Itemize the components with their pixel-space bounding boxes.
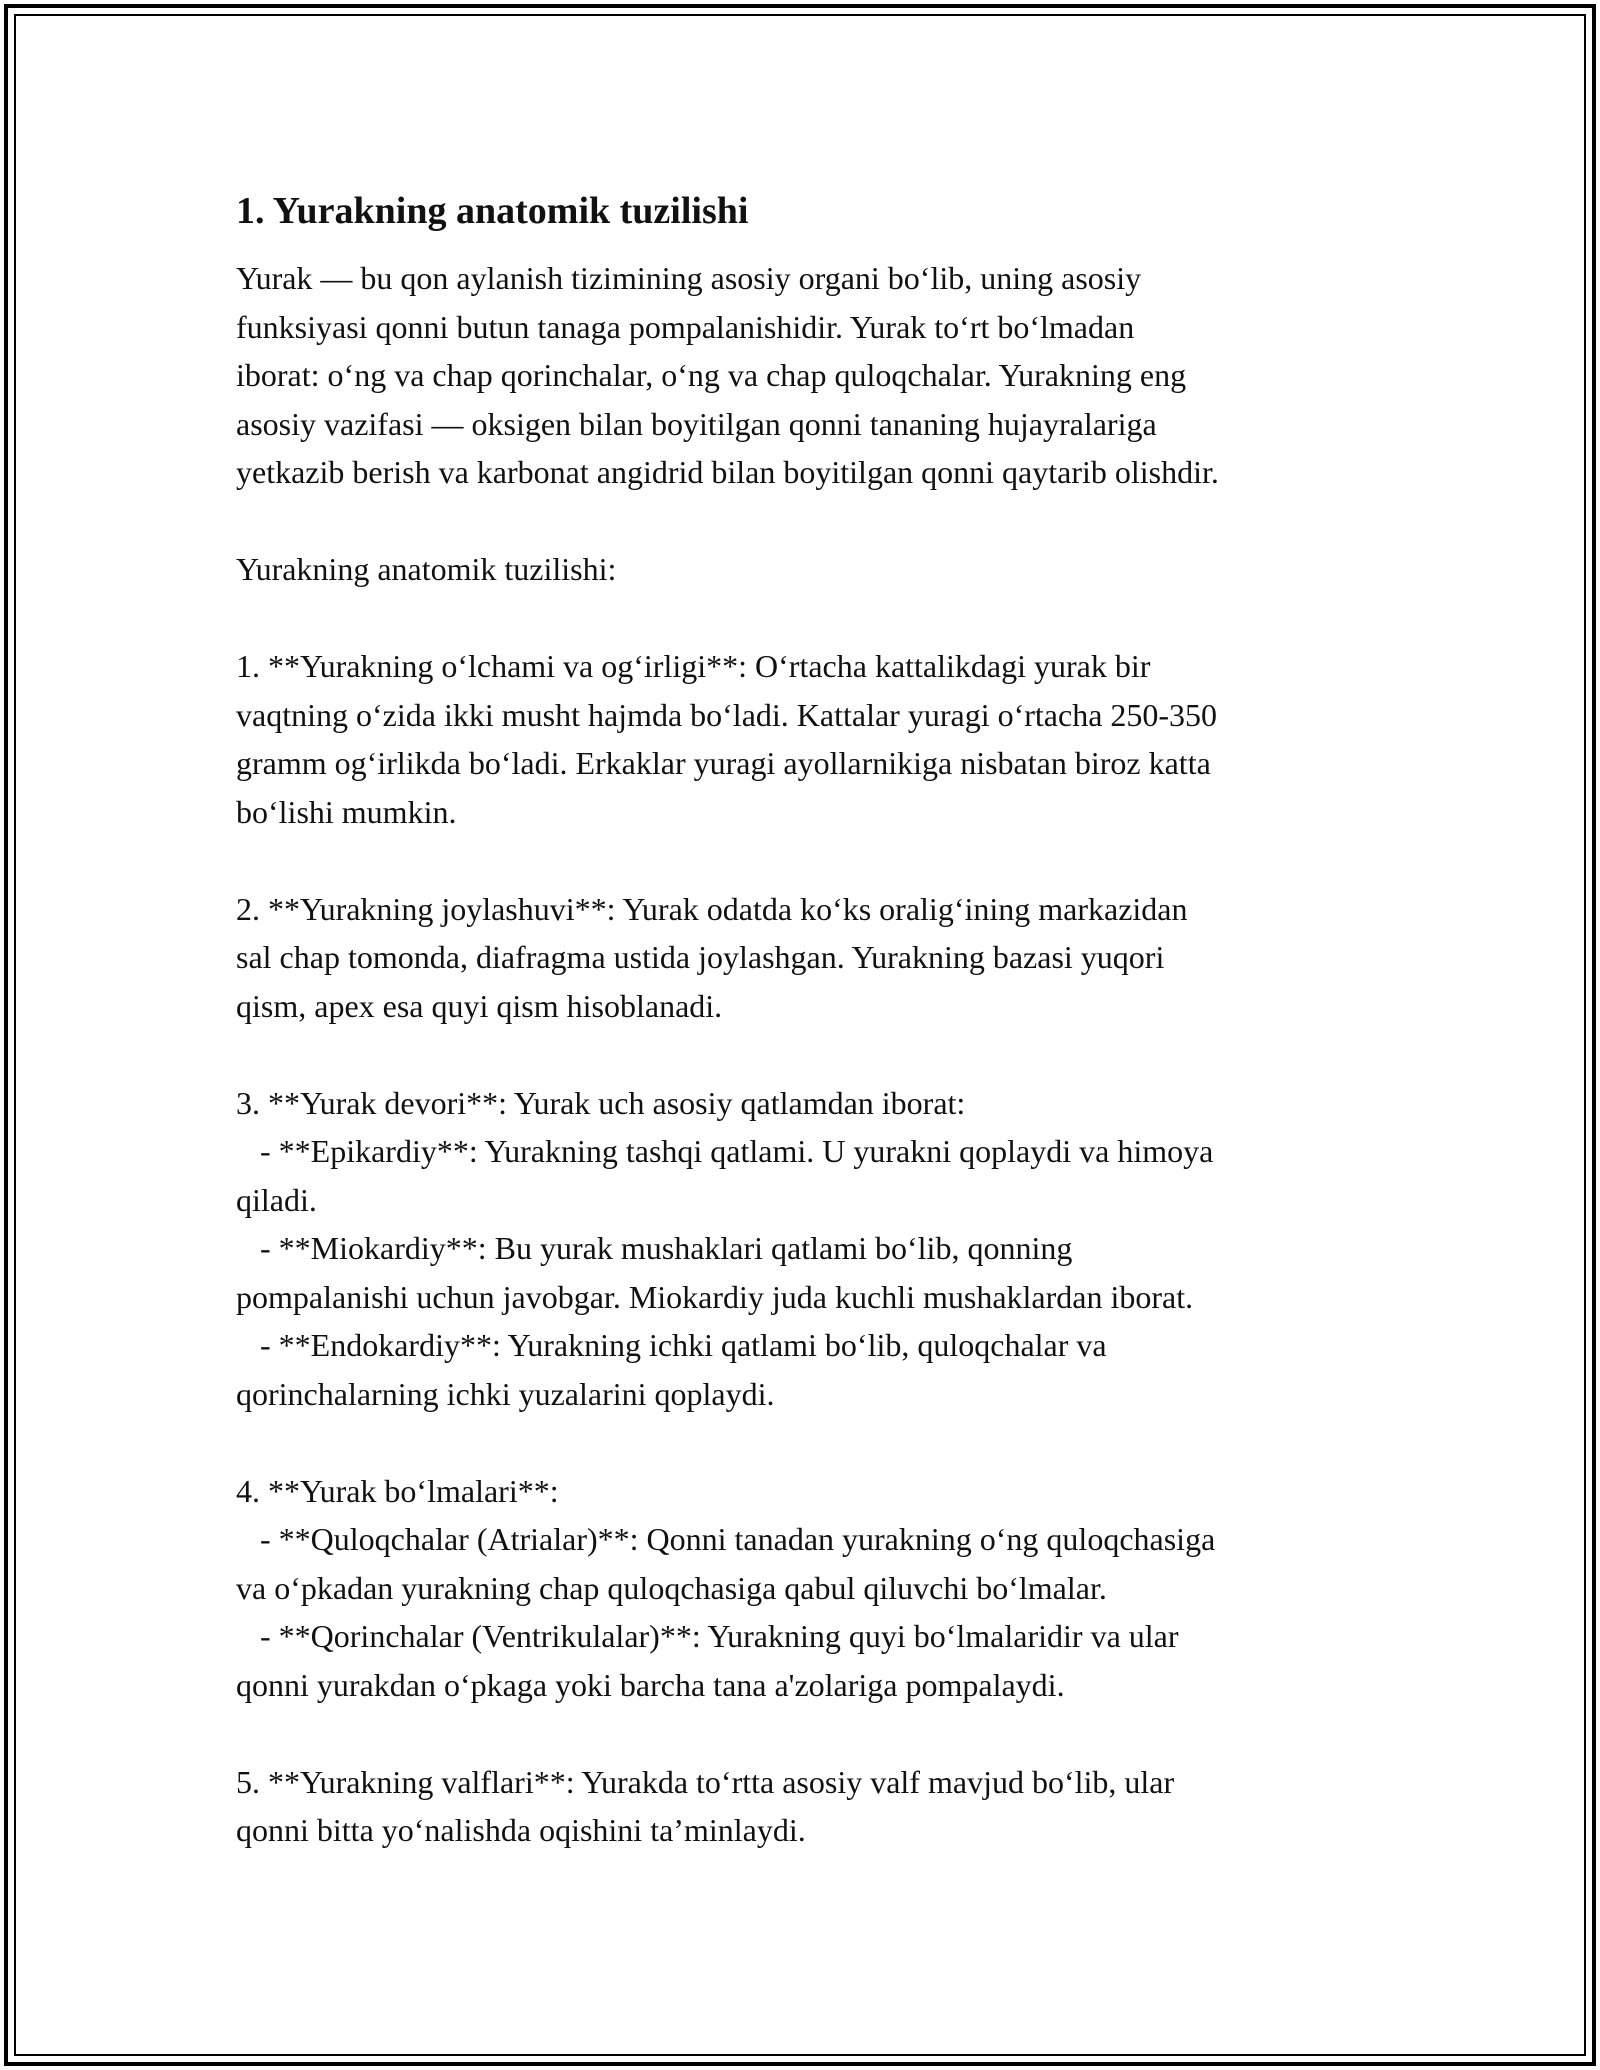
text-line: - **Epikardiy**: Yurakning tashqi qatlami. U yurakni qoplaydi va himoya [236, 1133, 1214, 1169]
text-line: funksiyasi qonni butun tanaga pompalanishidir. Yurak to‘rt bo‘lmadan [236, 308, 1135, 345]
text-line: pompalanishi uchun javobgar. Miokardiy juda kuchli mushaklardan iborat. [236, 1278, 1194, 1315]
text-line: - **Endokardiy**: Yurakning ichki qatlami bo‘lib, quloqchalar va [236, 1327, 1107, 1363]
paragraph [236, 254, 1386, 497]
text-line: bo‘lishi mumkin. [236, 793, 457, 830]
text-line: yetkazib berish va karbonat angidrid bilan boyitilgan qonni qaytarib olishdir. [236, 454, 1219, 490]
text-line: Yurakning anatomik tuzilishi: [236, 551, 617, 587]
paragraph [236, 885, 1386, 1031]
text-line: 2. **Yurakning joylashuvi**: Yurak odatda ko‘ks oralig‘ining markazidan [236, 890, 1188, 927]
text-line: Yurak — bu qon aylanish tizimining asosiy organi bo‘lib, uning asosiy [236, 260, 1142, 296]
text-line: qonni bitta yo‘nalishda oqishini ta’minlaydi. [236, 1812, 806, 1848]
paragraph [236, 1758, 1386, 1855]
text-line: qism, apex esa quyi qism hisoblanadi. [236, 987, 723, 1024]
paragraphs-container [236, 254, 1386, 1855]
text-line: va o‘pkadan yurakning chap quloqchasiga qabul qiluvchi bo‘lmalar. [236, 1569, 1107, 1606]
text-line: 1. **Yurakning o‘lchami va og‘irligi**: O‘rtacha kattalikdagi yurak bir [236, 648, 1151, 684]
text-line: iborat: o‘ng va chap qorinchalar, o‘ng va chap quloqchalar. Yurakning eng [236, 357, 1187, 393]
text-line: - **Qorinchalar (Ventrikulalar)**: Yurakning quyi bo‘lmalaridir va ular [236, 1618, 1179, 1654]
text-line: vaqtning o‘zida ikki musht hajmda bo‘ladi. Kattalar yuragi o‘rtacha 250-350 [236, 696, 1218, 733]
text-line: sal chap tomonda, diafragma ustida joylashgan. Yurakning bazasi yuqori [236, 939, 1165, 975]
text-line: gramm og‘irlikda bo‘ladi. Erkaklar yuragi ayollarnikiga nisbatan biroz katta [236, 745, 1211, 781]
paragraph [236, 545, 1386, 594]
text-line: qiladi. [236, 1181, 317, 1218]
text-line: qorinchalarning ichki yuzalarini qoplaydi. [236, 1375, 775, 1412]
text-line: qonni yurakdan o‘pkaga yoki barcha tana a'zolariga pompalaydi. [236, 1666, 1065, 1703]
document-body [236, 186, 1386, 1903]
paragraph [236, 1467, 1386, 1710]
text-line: 4. **Yurak bo‘lmalari**: [236, 1472, 559, 1509]
text-line: - **Miokardiy**: Bu yurak mushaklari qatlami bo‘lib, qonning [236, 1230, 1073, 1266]
text-line: 3. **Yurak devori**: Yurak uch asosiy qatlamdan iborat: [236, 1084, 966, 1121]
paragraph [236, 1079, 1386, 1419]
text-line: asosiy vazifasi — oksigen bilan boyitilgan qonni tananing hujayralariga [236, 405, 1157, 442]
text-line: - **Quloqchalar (Atrialar)**: Qonni tanadan yurakning o‘ng quloqchasiga [236, 1521, 1216, 1557]
section-title: 1. Yurakning anatomik tuzilishi [236, 190, 749, 232]
text-line: 5. **Yurakning valflari**: Yurakda to‘rtta asosiy valf mavjud bo‘lib, ular [236, 1763, 1175, 1800]
paragraph [236, 642, 1386, 836]
